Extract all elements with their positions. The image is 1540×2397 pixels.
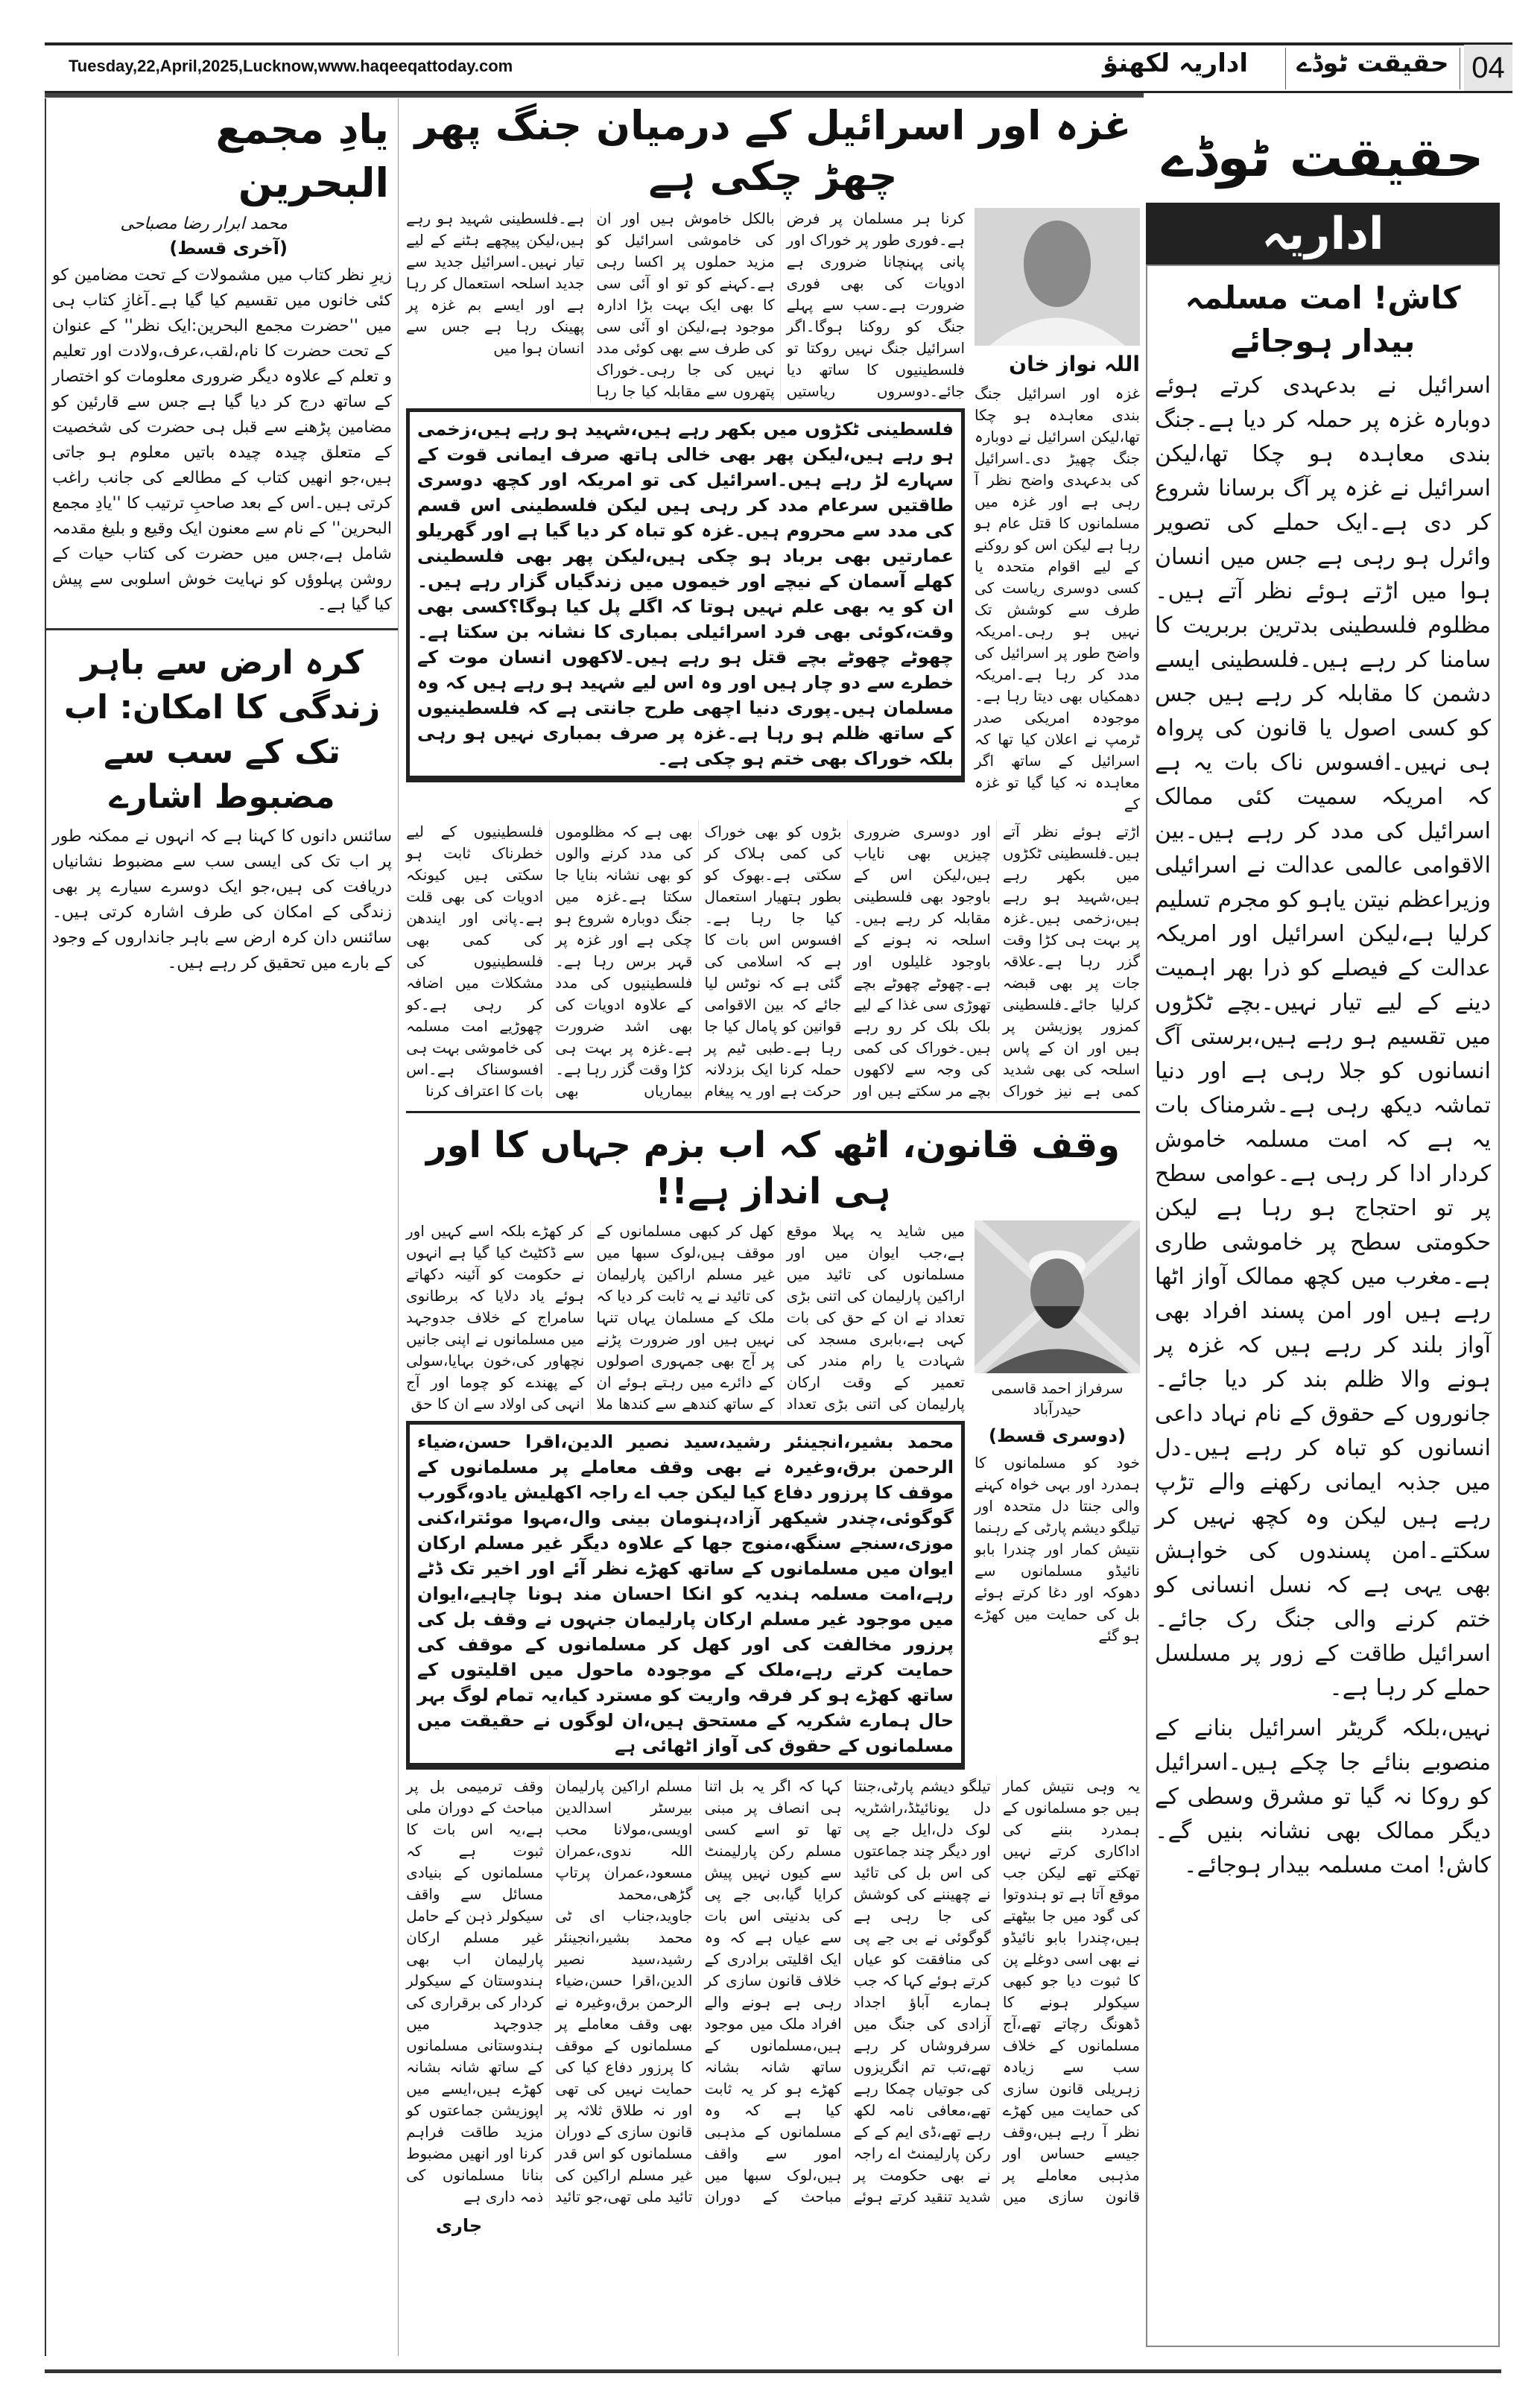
editorial-title: کاش! امت مسلمہ بیدار ہوجائے bbox=[1185, 279, 1461, 359]
portrait-image bbox=[975, 208, 1140, 346]
article-headline: یادِ مجمع البحرین bbox=[215, 106, 389, 206]
continued-label: جاری bbox=[436, 2215, 483, 2236]
article-body: زیرِ نظر کتاب میں مشمولات کے تحت مضامین کو کئی خانوں میں تقسیم کیا گیا ہے۔آغازِ کتاب ہی میں ''حضرت مجمع البحرین:ایک نظر'' کے عنوان کے تحت حضرت کا نام،لقب،عرف،ولادت اور تعلیم و تعلم کے علاوہ دیگر ضروری معلومات کو اختصار کے ساتھ درج کر دیا گیا ہے جس سے قارئین کو مضامین پڑھنے سے قبل ہی حضرت کی شخصیت کے متعلق چیدہ چیدہ باتیں معلوم ہو جاتی ہیں،جو انھیں کتاب کے مطالعے کی جانب راغب کرتی ہیں۔اس کے بعد صاحبِ ترتیب کا ''یادِ مجمع البحرین'' کے نام سے معنون ایک وقیع و بلیغ مقدمہ شامل ہے،جس میں حضرت کی کتاب حیات کے روشن پہلوؤں کو نہایت خوش اسلوبی سے پیش کیا گیا ہے۔ bbox=[52, 266, 392, 614]
waqf-headline: وقف قانون، اٹھ کہ اب بزم جہاں کا اور ہی انداز ہے!! bbox=[426, 1124, 1120, 1212]
divider bbox=[46, 628, 398, 630]
editorial-column bbox=[1146, 112, 1500, 2347]
gaza-lead bbox=[406, 208, 965, 782]
page-number: 04 bbox=[1464, 45, 1512, 91]
article-installment: (آخری قسط) bbox=[169, 238, 288, 259]
article-author: محمد ابرار رضا مصباحی bbox=[120, 215, 288, 233]
waqf-top-section bbox=[406, 1220, 1140, 1770]
highlight-box: فلسطینی ٹکڑوں میں بکھر رہے ہیں،شہید ہو رہے ہیں،زخمی ہو رہے ہیں،لیکن پھر بھی خالی ہاتھ صرف ایمانی قوت کے سہارے لڑ رہے ہیں۔اسرائیل کی تو امریکہ اور کچھ دوسری طاقتیں سرعام مدد کر رہی ہیں لیکن فلسطینی اس قسم کی مدد سے محروم ہیں۔غزہ کو تباہ کر دیا گیا ہے اور گھریلو عمارتیں بھی برباد ہو چکی ہیں،لیکن پھر بھی فلسطینی کھلے آسمان کے نیچے اور خیموں میں زندگیاں گزار رہے ہیں۔ان کو یہ بھی علم نہیں ہوتا کہ اگلے پل کیا ہوگا؟کسی بھی وقت،کوئی بھی فرد اسرائیلی بمباری کا نشانہ بن سکتا ہے۔چھوٹے چھوٹے بچے قتل ہو رہے ہیں۔لاکھوں انسان موت کے خطرے سے دو چار ہیں اور وہ اس لیے شہید ہو رہے ہیں کہ وہ مسلمان ہیں۔پوری دنیا اچھی طرح جانتی ہے کہ فلسطینیوں کے ساتھ ظلم ہو رہا ہے۔غزہ پر صرف بمباری نہیں ہو رہی بلکہ خوراک بھی ختم ہو چکی ہے۔ bbox=[406, 408, 965, 782]
portrait-image bbox=[975, 1220, 1140, 1373]
gaza-top-section bbox=[406, 208, 1140, 815]
editorial-logo: حقیقت ٹوڈے bbox=[1162, 126, 1484, 189]
article-headline: کرہ ارض سے باہر زندگی کا امکان: اب تک کے سب سے مضبوط اشارے bbox=[63, 644, 381, 816]
highlight-box: محمد بشیر،انجینئر رشید،سید نصیر الدین،اقرا حسن،ضیاء الرحمن برق،وغیرہ نے بھی وقف معاملے پر مسلمانوں کے موقف کا پرزور دفاع کیا لیکن جب اے راجہ اکھلیش یادو،گورب گوگوئی،چندر شیکھر آزاد،ہنومان بینی وال،مہوا موئترا،کنی موزی،سنجے سنگھ،منوج جھا کے علاوہ دیگر غیر مسلم ارکان ایوان میں مسلمانوں کے ساتھ کھڑے نظر آئے اور اخیر تک ڈٹے رہے،امت مسلمہ ہندیہ کو انکا احسان مند ہونا چاہیے،ایوان میں موجود غیر مسلم ارکان پارلیمان جنہوں نے وقف بل کی پرزور مخالفت کی اور کھل کر مسلمانوں کے موقف کی حمایت کرتے رہے،ملک کے موجودہ ماحول میں اقلیتوں کے ساتھ کھڑے ہو کر فرقہ واریت کو مسترد کیا،یہ تمام لوگ بہر حال ہمارے شکریہ کے مستحق ہیں،ان لوگوں نے حقیقت میں مسلمانوں کے حقوق کی آواز اٹھائی ہے bbox=[406, 1421, 965, 1770]
editorial-body: اسرائیل نے بدعہدی کرتے ہوئے دوبارہ غزہ پر حملہ کر دیا ہے۔جنگ بندی معاہدہ ہو چکا تھا،لیکن اسرائیل نے غزہ پر آگ برسانا شروع کر دی ہے۔ایک حملے کی تصویر وائرل ہو رہی ہے جس میں انسان ہوا میں اڑتے ہوئے نظر آتے ہیں۔مظلوم فلسطینی بدترین بربریت کا سامنا کر رہے ہیں۔فلسطینی ایسے دشمن کا مقابلہ کر رہے ہیں جس کو کسی اصول یا قانون کی پرواہ ہی نہیں۔افسوس ناک بات یہ ہے کہ امریکہ سمیت کئی ممالک اسرائیل کی مدد کر رہے ہیں۔بین الاقوامی عالمی عدالت نے اسرائیلی وزیراعظم نیتن یاہو کو مجرم تسلیم کرلیا ہے،لیکن اسرائیل اور امریکہ عدالت کے فیصلے کو ذرا بھر اہمیت دینے کے لیے تیار نہیں۔بچے ٹکڑوں میں تقسیم ہو رہے ہیں،برستی آگ انسانوں کو جلا رہی ہے اور دنیا تماشہ دیکھ رہی ہے۔شرمناک بات یہ ہے کہ امت مسلمہ خاموش کردار ادا کر رہی ہے۔عوامی سطح پر تو احتجاج ہو رہا ہے لیکن حکومتی سطح پر خاموشی طاری ہے۔مغرب میں کچھ ممالک آواز اٹھا رہے ہیں اور امن پسند افراد بھی آواز بلند کر رہے ہیں کہ غزہ پر ہونے والا ظلم بند کر دیا جائے۔جانوروں کے حقوق کے نام نہاد داعی انسانوں کو تباہ کر رہے ہیں۔دل میں جذبہ ایمانی رکھنے والے تڑپ رہے ہیں لیکن وہ کچھ نہیں کر سکتے۔امن پسندوں کی خواہش بھی یہی ہے کہ نسل انسانی کو ختم کرنے والی جنگ رک جائے۔اسرائیل طاقت کے زور پر مسلسل حملے کر رہا ہے۔ bbox=[1155, 373, 1491, 1701]
gaza-aside bbox=[975, 208, 1140, 815]
editorial-closing: نہیں،بلکہ گریٹر اسرائیل بنانے کے منصوبے بنائے جا چکے ہیں۔اسرائیل کو روکا نہ گیا تو مشرق وسطی کے دیگر ممالک بھی نشانہ بنیں گے۔کاش! امت مسلمہ بیدار ہوجائے۔ bbox=[1155, 1715, 1491, 1878]
date-line: Tuesday,22,April,2025,Lucknow,www.haqeeqattoday.com bbox=[69, 57, 513, 75]
article-body: اڑتے ہوئے نظر آتے ہیں۔فلسطینی ٹکڑوں میں بکھر رہے ہیں،شہید ہو رہے ہیں،زخمی ہیں۔غزہ پر بہت ہی کڑا وقت گزر رہا ہے۔علاقہ جات پر بھی قبضہ کرلیا جائے۔فلسطینی کمزور پوزیشن پر ہیں اور ان کے پاس اسلحہ کی بھی شدید کمی ہے نیز خوراک اور دوسری ضروری چیزیں بھی نایاب ہیں،لیکن اس کے باوجود بھی فلسطینی مقابلہ کر رہے ہیں۔اسلحہ نہ ہونے کے باوجود غلیلوں اور ہے۔چھوٹے چھوٹے بچے تھوڑی سی غذا کے لیے بلک بلک کر رو رہے ہیں۔خوراک کی کمی کی وجہ سے لاکھوں بچے مر سکتے ہیں اور بڑوں کو بھی خوراک کی کمی ہلاک کر سکتی ہے۔بھوک کو بطور ہتھیار استعمال کیا جا رہا ہے۔افسوس اس بات کا ہے کہ اسلامی کی گئی ہے کہ نوٹس لیا جائے کہ بین الاقوامی قوانین کو پامال کیا جا رہا ہے۔طبی ٹیم پر حملہ کرنا ایک بزدلانہ حرکت ہے اور یہ پیغام بھی ہے کہ مظلوموں کی مدد کرنے والوں کو بھی نشانہ بنایا جا سکتا ہے۔غزہ میں جنگ دوبارہ شروع ہو چکی ہے اور غزہ پر قہر برس رہا ہے۔فلسطینیوں کی مدد کے علاوہ ادویات کی بھی اشد ضرورت ہے۔غزہ پر بہت ہی کڑا وقت گزر رہا ہے۔بیماریاں بھی فلسطینیوں کے لیے خطرناک ثابت ہو سکتی ہیں کیونکہ ادویات کی بھی قلت ہے۔پانی اور ایندھن کی کمی بھی فلسطینیوں کی مشکلات میں اضافہ کر رہی ہے۔کو چھوڑیے امت مسلمہ کی خاموشی بہت ہی افسوسناک ہے۔اس بات کا اعتراف کرنا bbox=[406, 823, 1140, 1100]
bottom-rule bbox=[45, 2369, 1501, 2373]
waqf-lead bbox=[406, 1220, 965, 1770]
divider bbox=[406, 1111, 1140, 1113]
middle-column bbox=[406, 101, 1140, 2238]
masthead-logo: حقیقت ٹوڈے bbox=[1285, 48, 1460, 89]
gaza-headline: غزہ اور اسرائیل کے درمیان جنگ پھر چھڑ چکی ہے bbox=[414, 102, 1132, 200]
section-title: اداریہ لکھنؤ bbox=[1102, 48, 1249, 78]
editorial-banner-text: اداریہ bbox=[1261, 207, 1384, 260]
side-text: خود کو مسلمانوں کا ہمدرد اور بہی خواہ کہنے والی جنتا دل متحدہ اور تیلگو دیشم پارٹی کے رہنما نتیش کمار اور چندرا بابو نائیڈو مسلمانوں سے دھوکہ اور دغا کرتے ہوئے بل کی حمایت میں کھڑے ہو گئے bbox=[975, 1454, 1140, 1644]
header-rule-thick bbox=[45, 93, 1144, 98]
author-name: اللہ نواز خان bbox=[1009, 352, 1140, 376]
side-text: غزہ اور اسرائیل جنگ بندی معاہدہ ہو چکا تھا،لیکن اسرائیل نے دوبارہ جنگ چھیڑ دی۔اسرائیل کی بدعہدی واضح نظر آ رہی ہے اور غزہ میں مسلمانوں کا قتل عام ہو رہا ہے لیکن اس کو روکنے کے لیے اقوام متحدہ یا کسی دوسری ریاست کی طرف سے کوشش تک نہیں ہو رہی۔امریکہ واضح طور پر اسرائیل کی مدد کر رہا ہے۔امریکہ دھمکیاں بھی دیتا رہا ہے۔موجودہ امریکی صدر ٹرمپ نے اعلان کیا تھا کہ اسرائیل کے ساتھ اگر معاہدہ نہ کیا گیا تو غزہ کے bbox=[975, 384, 1140, 813]
article-top-text: میں شاید یہ پہلا موقع ہے،جب ایوان میں اور مسلمانوں کی تائید میں اراکین پارلیمان کی اتنی بڑی تعداد نے ان کے حق کی بات کہی ہے،بابری مسجد کی شہادت یا رام مندر کی تعمیر کے وقت ارکان پارلیمان کی اتنی بڑی تعداد کھل کر کبھی مسلمانوں کے موقف ہیں،لوک سبھا میں غیر مسلم اراکین پارلیمان کی تائید نے یہ ثابت کر دیا کہ ملک کے مسلمان یہاں تنہا نہیں ہیں اور ضرورت پڑنے پر آج بھی جمہوری اصولوں کے دائرے میں رہتے ہوئے ان کے ساتھ کندھے سے کندھا ملا کر کھڑے بلکہ اسے کہیں اور سے ڈکٹیٹ کیا گیا ہے انہوں نے حکومت کو آئینہ دکھاتے ہوئے یاد دلایا کہ برطانوی سامراج کے خلاف جدوجہد میں مسلمانوں نے اپنی جانیں نچھاور کی،خون بہایا،سولی کے پھندے کو چوما اور آج انہی کی اولاد سے ان کا حق bbox=[406, 1222, 965, 1413]
article-body: یہ وہی نتیش کمار ہیں جو مسلمانوں کے ہمدرد بننے کی اداکاری کرتے نہیں تھکتے تھے لیکن جب موقع آتا ہے تو ہندوتوا کی گود میں جا بیٹھتے ہیں،چندرا بابو نائیڈو نے بھی اسی دوغلے پن کا ثبوت دیا جو کبھی سیکولر ہونے کا ڈھونگ رچاتے تھے،آج مسلمانوں کے خلاف سب سے زیادہ زہریلی قانون سازی کی حمایت میں کھڑے نظر آ رہے ہیں،وقف جیسے حساس اور مذہبی معاملے پر قانون سازی میں تیلگو دیشم پارٹی،جنتا دل یونائیٹڈ،راشٹریہ لوک دل،ایل جے پی اور دیگر چند جماعتوں کی اس بل کی تائید نے چھیننے کی کوشش کی جا رہی ہے گوگوئی نے بی جے پی کی منافقت کو عیاں کرتے ہوئے کہا کہ جب ہمارے آباؤ اجداد آزادی کی جنگ میں سرفروشاں کر رہے تھے،تب تم انگریزوں کی جوتیاں چمکا رہے تھے،معافی نامہ لکھ رہے تھے،ڈی ایم کے کے رکن پارلیمنٹ اے راجہ نے بھی حکومت پر شدید تنقید کرتے ہوئے کہا کہ اگر یہ بل اتنا ہی انصاف پر مبنی تھا تو اسے کسی مسلم رکن پارلیمنٹ سے کیوں نہیں پیش کرایا گیا،بی جے پی کی بدنیتی اس بات سے عیاں ہے کہ وہ ایک اقلیتی برادری کے خلاف قانون سازی کر رہی ہے ہونے والے افراد ملک میں موجود ہیں،مسلمانوں کے ساتھ شانہ بشانہ کھڑے ہو کر یہ ثابت کیا ہے کہ وہ مسلمانوں کے مذہبی امور سے واقف ہیں،لوک سبھا میں مباحث کے دوران مسلم اراکین پارلیمان بیرسٹر اسدالدین اویسی،مولانا محب اللہ ندوی،عمران مسعود،عمران پرتاپ گڑھی،محمد جاوید،جناب ای ٹی محمد بشیر،انجینئر رشید،سید نصیر الدین،اقرا حسن،ضیاء الرحمن برق،وغیرہ نے بھی وقف معاملے پر مسلمانوں کے موقف کا پرزور دفاع کیا کی حمایت نہیں کی تھی اور نہ طلاق ثلاثہ پر قانون سازی کے دوران مسلمانوں کو اس قدر غیر مسلم اراکین کی تائید ملی تھی،جو تائید وقف ترمیمی بل پر مباحث کے دوران ملی ہے،یہ اس بات کا ثبوت ہے کہ مسلمانوں کے بنیادی مسائل سے واقف سیکولر ذہن کے حامل غیر مسلم ارکان پارلیمان اب بھی ہندوستان کے سیکولر کردار کی برقراری کی جدوجہد میں ہندوستانی مسلمانوں کے ساتھ شانہ بشانہ کھڑے ہیں،ایسے میں اپوزیشن جماعتوں کو مزید طاقت فراہم کرنا اور انھیں مضبوط بنانا مسلمانوں کی ذمہ داری ہے bbox=[406, 1777, 1140, 2206]
article-top-text: کرنا ہر مسلمان پر فرض ہے۔فوری طور پر خوراک اور پانی پہنچانا ضروری ہے ادویات کی بھی فوری ضرورت ہے۔سب سے پہلے جنگ کو روکنا ہوگا۔اگر اسرائیل جنگ نہیں روکتا تو فلسطینیوں کا ساتھ دیا جائے۔دوسروں ریاستیں بالکل خاموش ہیں اور ان کی خاموشی اسرائیل کو مزید حملوں پر اکسا رہی ہے۔کہنے کو تو او آئی سی کا بھی ایک بہت بڑا ادارہ موجود ہے،لیکن او آئی سی کی طرف سے بھی کوئی مدد نہیں کی جا رہی۔خوراک پتھروں سے مقابلہ کیا جا رہا ہے۔فلسطینی شہید ہو رہے ہیں،لیکن پیچھے ہٹنے کے لیے تیار نہیں۔اسرائیل جدید سے جدید اسلحہ استعمال کر رہا ہے اور ایسے بم غزہ پر پھینک رہا ہے جس سے انسان ہوا میں bbox=[406, 209, 965, 400]
editorial-banner bbox=[1146, 203, 1500, 265]
article-installment: (دوسری قسط) bbox=[989, 1425, 1126, 1446]
author-photo bbox=[975, 1220, 1140, 1373]
author-photo bbox=[975, 208, 1140, 346]
article-body: سائنس دانوں کا کہنا ہے کہ انہوں نے ممکنہ طور پر اب تک کی ایسی سب سے مضبوط نشانیاں دریافت کی ہیں،جو ایک دوسرے سیارے پر بھی زندگی کے امکان کی طرف اشارہ کرتی ہیں۔سائنس دان کرہ ارض سے باہر جانداروں کے وجود کے بارے میں تحقیق کر رہے ہیں۔ bbox=[52, 827, 392, 972]
top-rule bbox=[45, 42, 1512, 45]
waqf-aside bbox=[975, 1220, 1140, 1647]
author-name: سرفراز احمد قاسمی حیدرآباد bbox=[991, 1379, 1124, 1418]
left-column bbox=[45, 98, 399, 2356]
editorial-box bbox=[1146, 265, 1500, 2347]
